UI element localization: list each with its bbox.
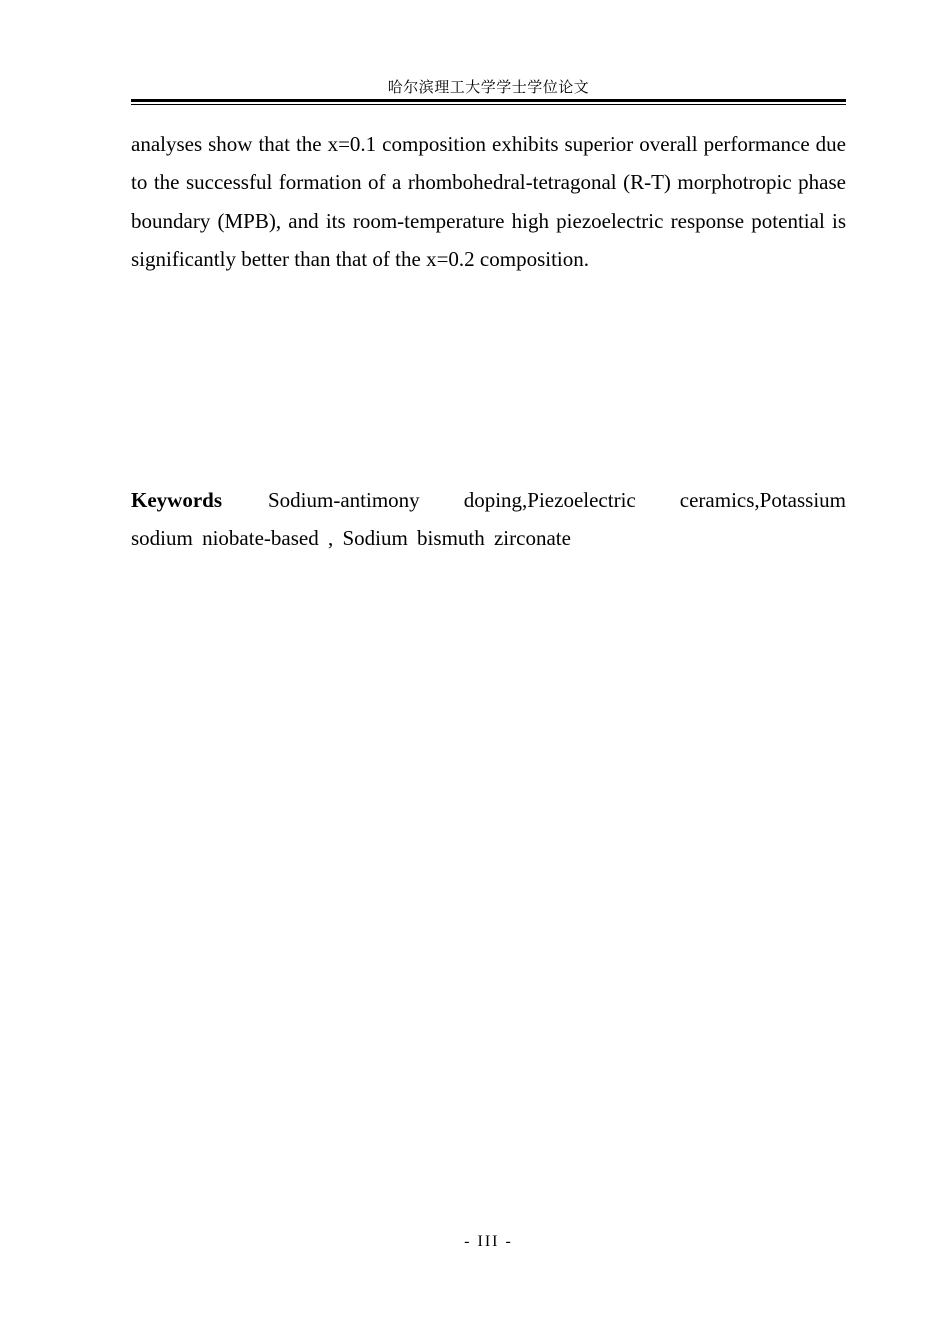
page-number: - III - bbox=[464, 1233, 513, 1250]
keywords-text: Sodium-antimony doping,Piezoelectric ceramics,Potassium sodium niobate-based , Sodium bismuth zirconate bbox=[131, 488, 846, 551]
abstract-paragraph: analyses show that the x=0.1 composition exhibits superior overall performance due to the successful formation of a rhombohedral-tetragonal (R-T) morphotropic phase boundary (MPB), and its room-temperature high piezoelectric response potential is significantly better than that of the x=0.2 composition. bbox=[131, 132, 846, 271]
keywords-paragraph bbox=[131, 481, 846, 558]
header-rule-thin bbox=[131, 104, 846, 105]
page-header-title: 哈尔滨理工大学学士学位论文 bbox=[387, 80, 590, 96]
header-rule-thick bbox=[131, 99, 846, 102]
keywords-label: Keywords bbox=[131, 488, 222, 512]
